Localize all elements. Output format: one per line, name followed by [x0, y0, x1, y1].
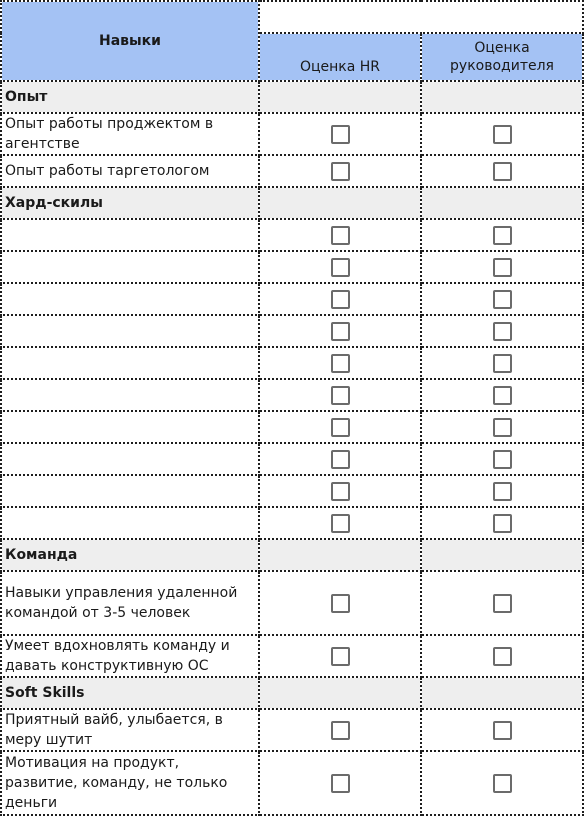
skill-row — [1, 379, 583, 411]
hr-checkbox-cell — [259, 411, 421, 443]
skill-row — [1, 251, 583, 283]
skill-label — [1, 507, 259, 539]
section-hr-cell[interactable] — [259, 677, 421, 709]
manager-checkbox-cell — [421, 219, 583, 251]
hr-checkbox[interactable] — [331, 721, 350, 740]
section-hr-cell[interactable] — [259, 187, 421, 219]
manager-checkbox-cell — [421, 507, 583, 539]
skill-label — [1, 315, 259, 347]
hr-checkbox-cell — [259, 507, 421, 539]
manager-checkbox[interactable] — [493, 482, 512, 501]
manager-rating-column-header: Оценка руководителя — [421, 33, 583, 81]
manager-checkbox-cell — [421, 379, 583, 411]
hr-checkbox[interactable] — [331, 450, 350, 469]
manager-checkbox-cell — [421, 709, 583, 751]
manager-checkbox-cell — [421, 347, 583, 379]
hr-checkbox[interactable] — [331, 418, 350, 437]
hr-checkbox[interactable] — [331, 594, 350, 613]
manager-checkbox[interactable] — [493, 774, 512, 793]
section-manager-cell[interactable] — [421, 187, 583, 219]
manager-checkbox-cell — [421, 113, 583, 155]
skill-row — [1, 411, 583, 443]
section-row — [1, 539, 583, 571]
skill-row — [1, 709, 583, 751]
skill-label: Опыт работы проджектом в агентстве — [1, 113, 259, 155]
section-hr-cell[interactable] — [259, 539, 421, 571]
section-manager-cell[interactable] — [421, 677, 583, 709]
skill-row — [1, 283, 583, 315]
skill-label: Опыт работы таргетологом — [1, 155, 259, 187]
skill-label — [1, 475, 259, 507]
hr-checkbox-cell — [259, 635, 421, 677]
manager-checkbox[interactable] — [493, 322, 512, 341]
hr-checkbox-cell — [259, 113, 421, 155]
hr-checkbox[interactable] — [331, 125, 350, 144]
section-hr-cell[interactable] — [259, 81, 421, 113]
skill-label — [1, 443, 259, 475]
hr-checkbox[interactable] — [331, 258, 350, 277]
section-manager-cell[interactable] — [421, 81, 583, 113]
skill-row — [1, 635, 583, 677]
manager-checkbox[interactable] — [493, 594, 512, 613]
skill-label: Мотивация на продукт, развитие, команду, не только деньги — [1, 751, 259, 815]
manager-checkbox[interactable] — [493, 162, 512, 181]
section-title: Опыт — [1, 81, 259, 113]
skill-label — [1, 379, 259, 411]
hr-checkbox[interactable] — [331, 290, 350, 309]
manager-checkbox-cell — [421, 635, 583, 677]
hr-checkbox[interactable] — [331, 162, 350, 181]
manager-checkbox[interactable] — [493, 514, 512, 533]
manager-checkbox[interactable] — [493, 226, 512, 245]
hr-checkbox-cell — [259, 571, 421, 635]
section-title: Команда — [1, 539, 259, 571]
skill-row — [1, 571, 583, 635]
skill-row — [1, 347, 583, 379]
skill-label — [1, 251, 259, 283]
manager-checkbox[interactable] — [493, 721, 512, 740]
manager-checkbox-cell — [421, 411, 583, 443]
manager-checkbox[interactable] — [493, 418, 512, 437]
manager-checkbox-cell — [421, 251, 583, 283]
section-title: Soft Skills — [1, 677, 259, 709]
skill-row — [1, 507, 583, 539]
manager-checkbox-cell — [421, 443, 583, 475]
hr-checkbox-cell — [259, 283, 421, 315]
section-title: Хард-скилы — [1, 187, 259, 219]
manager-checkbox-cell — [421, 571, 583, 635]
skill-row — [1, 113, 583, 155]
hr-checkbox[interactable] — [331, 514, 350, 533]
hr-checkbox-cell — [259, 709, 421, 751]
hr-checkbox[interactable] — [331, 482, 350, 501]
hr-checkbox-cell — [259, 751, 421, 815]
section-row — [1, 187, 583, 219]
hr-checkbox-cell — [259, 219, 421, 251]
skill-row — [1, 443, 583, 475]
section-row — [1, 677, 583, 709]
hr-checkbox[interactable] — [331, 322, 350, 341]
hr-checkbox[interactable] — [331, 226, 350, 245]
header-row-top — [1, 1, 583, 33]
manager-checkbox[interactable] — [493, 450, 512, 469]
hr-rating-column-header: Оценка HR — [259, 33, 421, 81]
skill-label: Навыки управления удаленной командой от 3-5 человек — [1, 571, 259, 635]
hr-checkbox[interactable] — [331, 386, 350, 405]
hr-checkbox-cell — [259, 475, 421, 507]
section-row — [1, 81, 583, 113]
hr-checkbox-cell — [259, 315, 421, 347]
hr-checkbox-cell — [259, 379, 421, 411]
hr-checkbox-cell — [259, 155, 421, 187]
skill-label — [1, 219, 259, 251]
manager-checkbox[interactable] — [493, 290, 512, 309]
skills-column-header: Навыки — [1, 1, 259, 81]
skill-row — [1, 315, 583, 347]
manager-checkbox-cell — [421, 283, 583, 315]
hr-checkbox[interactable] — [331, 774, 350, 793]
manager-checkbox[interactable] — [493, 386, 512, 405]
manager-checkbox[interactable] — [493, 258, 512, 277]
skill-label — [1, 411, 259, 443]
skill-row — [1, 475, 583, 507]
skill-label: Умеет вдохновлять команду и давать конструктивную ОС — [1, 635, 259, 677]
skill-row — [1, 751, 583, 815]
section-manager-cell[interactable] — [421, 539, 583, 571]
header-blank-cell[interactable] — [259, 1, 583, 33]
hr-checkbox-cell — [259, 443, 421, 475]
skill-row — [1, 219, 583, 251]
manager-checkbox[interactable] — [493, 354, 512, 373]
hr-checkbox[interactable] — [331, 647, 350, 666]
manager-checkbox[interactable] — [493, 125, 512, 144]
hr-checkbox-cell — [259, 251, 421, 283]
manager-checkbox[interactable] — [493, 647, 512, 666]
manager-checkbox-cell — [421, 315, 583, 347]
manager-checkbox-cell — [421, 475, 583, 507]
skill-row — [1, 155, 583, 187]
hr-checkbox[interactable] — [331, 354, 350, 373]
skill-label — [1, 347, 259, 379]
manager-checkbox-cell — [421, 155, 583, 187]
manager-checkbox-cell — [421, 751, 583, 815]
skill-label — [1, 283, 259, 315]
skill-label: Приятный вайб, улыбается, в меру шутит — [1, 709, 259, 751]
hr-checkbox-cell — [259, 347, 421, 379]
